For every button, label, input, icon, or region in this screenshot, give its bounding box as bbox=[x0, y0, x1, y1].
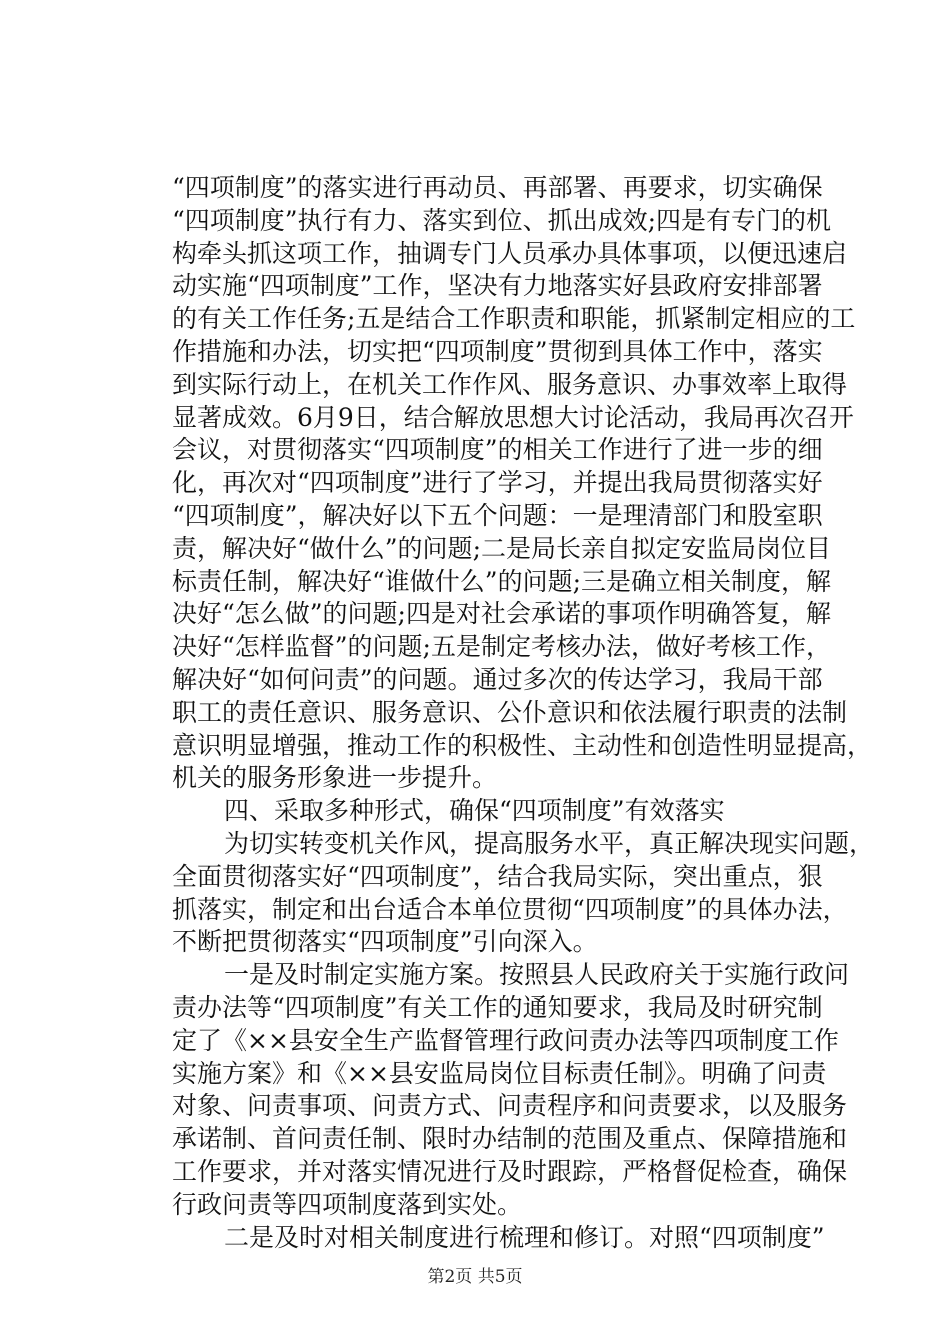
text-line: 对象、问责事项、问责方式、问责程序和问责要求，以及服务 bbox=[172, 1091, 848, 1121]
text-line: 抓落实，制定和出台适合本单位贯彻“四项制度”的具体办法， bbox=[172, 894, 848, 924]
text-line: 决好“怎样监督”的问题;五是制定考核办法，做好考核工作， bbox=[172, 632, 831, 662]
text-line: 职工的责任意识、服务意识、公仆意识和依法履行职责的法制 bbox=[172, 697, 848, 727]
text-line: “四项制度”的落实进行再动员、再部署、再要求，切实确保 bbox=[172, 173, 823, 202]
page-footer bbox=[0, 1266, 950, 1288]
text-line: 决好“怎么做”的问题;四是对社会承诺的事项作明确答复，解 bbox=[172, 599, 831, 629]
text-line: 定了《××县安全生产监督管理行政问责办法等四项制度工作 bbox=[172, 1025, 839, 1055]
text-line: 为切实转变机关作风，提高服务水平，真正解决现实问题， bbox=[224, 828, 875, 858]
text-line: 全面贯彻落实好“四项制度”，结合我局实际，突出重点，狠 bbox=[172, 861, 823, 891]
text-line: 标责任制，解决好“谁做什么”的问题;三是确立相关制度，解 bbox=[172, 566, 831, 596]
text-line: 承诺制、首问责任制、限时办结制的范围及重点、保障措施和 bbox=[172, 1124, 848, 1154]
text-line: 会议，对贯彻落实“四项制度”的相关工作进行了进一步的细 bbox=[172, 435, 823, 465]
text-line: 到实际行动上，在机关工作作风、服务意识、办事效率上取得 bbox=[172, 369, 848, 399]
text-line: 的有关工作任务;五是结合工作职责和职能，抓紧制定相应的工 bbox=[172, 304, 856, 334]
section-heading: 四、采取多种形式，确保“四项制度”有效落实 bbox=[224, 796, 725, 826]
text-line: “四项制度”，解决好以下五个问题：一是理清部门和股室职 bbox=[172, 500, 823, 530]
text-line: 动实施“四项制度”工作，坚决有力地落实好县政府安排部署 bbox=[172, 271, 823, 301]
text-line: “四项制度”执行有力、落实到位、抓出成效;四是有专门的机 bbox=[172, 205, 831, 235]
text-line: 工作要求，并对落实情况进行及时跟踪，严格督促检查，确保 bbox=[172, 1156, 848, 1186]
text-line: 不断把贯彻落实“四项制度”引向深入。 bbox=[172, 927, 598, 957]
text-line: 化，再次对“四项制度”进行了学习，并提出我局贯彻落实好 bbox=[172, 468, 823, 498]
text-line: 责办法等“四项制度”有关工作的通知要求，我局及时研究制 bbox=[172, 992, 823, 1022]
page-number: 第2页 共5页 bbox=[427, 1267, 523, 1287]
text-line: 解决好“如何问责”的问题。通过多次的传达学习，我局干部 bbox=[172, 664, 823, 694]
text-line: 二是及时对相关制度进行梳理和修订。对照“四项制度” bbox=[224, 1222, 825, 1252]
text-line: 机关的服务形象进一步提升。 bbox=[172, 763, 498, 793]
text-line: 行政问责等四项制度落到实处。 bbox=[172, 1189, 523, 1219]
text-line: 责，解决好“做什么”的问题;二是局长亲自拟定安监局岗位目 bbox=[172, 533, 831, 563]
text-line: 实施方案》和《××县安监局岗位目标责任制》。明确了问责 bbox=[172, 1058, 827, 1088]
text-line: 意识明显增强，推动工作的积极性、主动性和创造性明显提高， bbox=[172, 730, 873, 760]
text-line: 一是及时制定实施方案。按照县人民政府关于实施行政问 bbox=[224, 960, 850, 990]
text-line: 作措施和办法，切实把“四项制度”贯彻到具体工作中，落实 bbox=[172, 336, 823, 366]
document-body bbox=[172, 172, 875, 1254]
text-line: 显著成效。6月9日，结合解放思想大讨论活动，我局再次召开 bbox=[172, 402, 854, 432]
text-line: 构牵头抓这项工作，抽调专门人员承办具体事项，以便迅速启 bbox=[172, 238, 848, 268]
